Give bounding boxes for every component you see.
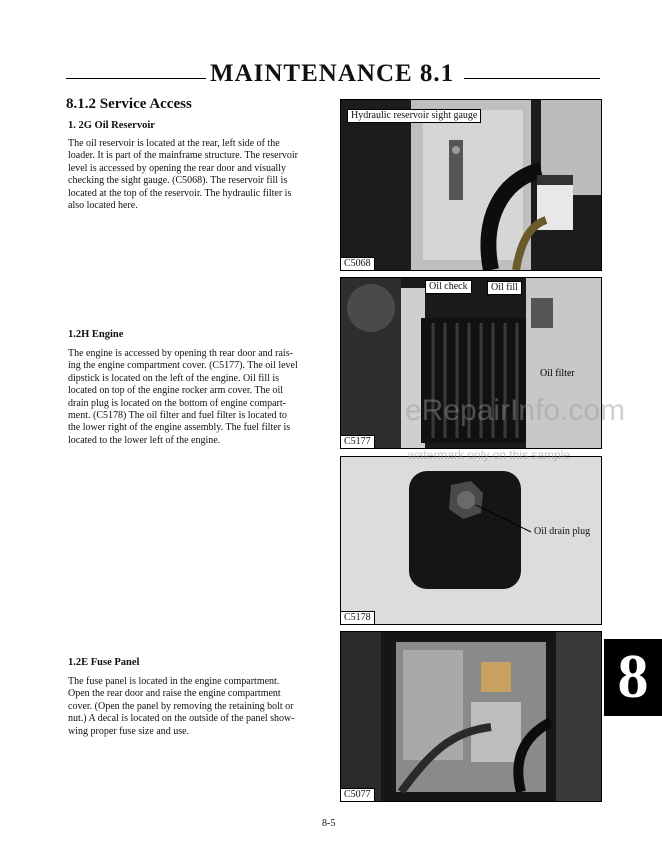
figure-id-c5178: C5178 (341, 611, 375, 624)
photo-c5077 (340, 631, 602, 802)
text-line: located on top of the engine rocker arm cover. The oil (68, 385, 284, 397)
text-line: dipstick is located on the left of the engine. Oil fill is (68, 372, 280, 384)
watermark-brand: eRepairInfo.com (405, 394, 626, 427)
header-rule-left (66, 78, 206, 79)
text-line: also located here. (68, 200, 138, 212)
hydraulic-reservoir-photo (341, 100, 601, 270)
figure-id-c5077: C5077 (341, 788, 375, 801)
figure-id-c5177: C5177 (341, 435, 375, 448)
text-line: wing proper fuse size and use. (68, 725, 190, 737)
text-line: ing the engine compartment cover. (C5177). The oil level (68, 360, 298, 372)
page-number: 8-5 (322, 818, 336, 829)
text-line: drain plug is located on the bottom of engine compart- (68, 397, 286, 409)
text-line: The oil reservoir is located at the rear, left side of the (68, 138, 280, 149)
callout-oil-drain-plug: Oil drain plug (534, 526, 591, 537)
text-line: cover. (Open the panel by removing the retaining bolt or (68, 700, 294, 712)
callout-oil-check: Oil check (425, 280, 472, 294)
text-line: The fuse panel is located in the engine compartment. (68, 676, 280, 687)
text-line: level is accessed by opening the rear door and visually (68, 162, 286, 174)
chapter-tab: 8 (604, 639, 662, 716)
photo-c5178 (340, 456, 602, 625)
text-line: Open the rear door and raise the engine compartment (68, 688, 281, 700)
engine-paragraph (68, 348, 320, 447)
text-line: located at the top of the reservoir. The hydraulic filter is (68, 187, 292, 199)
oil-reservoir-heading: 1. 2G Oil Reservoir (68, 120, 155, 131)
watermark-note: watermark only on this sample (408, 448, 571, 462)
callout-sight-gauge: Hydraulic reservoir sight gauge (347, 109, 481, 123)
callout-oil-filter: Oil filter (540, 368, 575, 379)
fuse-panel-heading: 1.2E Fuse Panel (68, 657, 140, 668)
text-line: checking the sight gauge. (C5068). The reservoir fill is (68, 175, 288, 187)
text-line: The engine is accessed by opening th rear door and rais- (68, 348, 293, 359)
oil-reservoir-paragraph (68, 138, 320, 212)
callout-oil-fill: Oil fill (487, 281, 522, 295)
text-line: loader. It is part of the mainframe structure. The reservoir (68, 150, 299, 162)
text-line: located to the lower left of the engine. (68, 434, 221, 446)
text-line: ment. (C5178) The oil filter and fuel filter is located to (68, 410, 287, 422)
text-line: nut.) A decal is located on the outside of the panel show- (68, 713, 295, 725)
photo-c5068 (340, 99, 602, 271)
text-line: the lower right of the engine assembly. The fuel filter is (68, 422, 291, 434)
fuse-panel-paragraph (68, 676, 320, 738)
page-title: MAINTENANCE 8.1 (210, 60, 455, 87)
oil-drain-plug-photo (341, 457, 601, 624)
section-title: 8.1.2 Service Access (66, 96, 192, 112)
header-rule-right (464, 78, 600, 79)
figure-id-c5068: C5068 (341, 257, 375, 270)
engine-heading: 1.2H Engine (68, 329, 124, 340)
fuse-panel-photo (341, 632, 601, 801)
